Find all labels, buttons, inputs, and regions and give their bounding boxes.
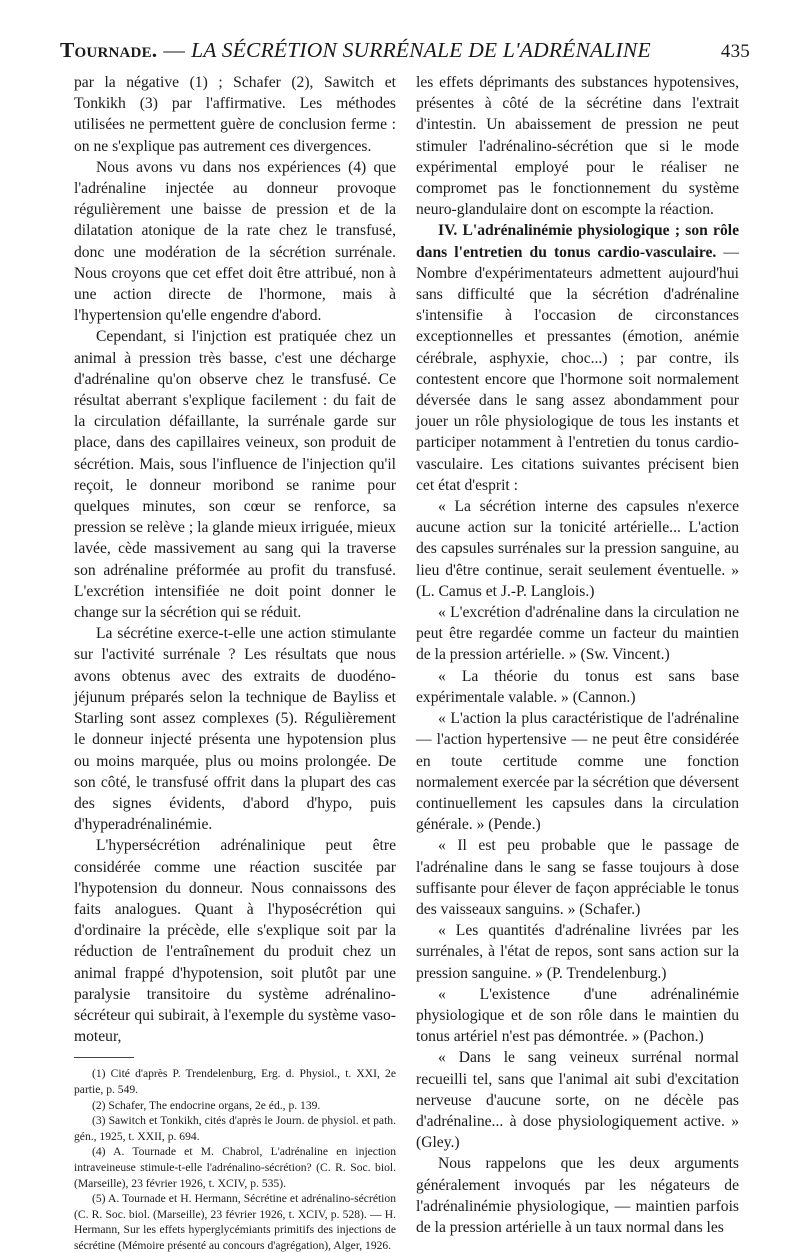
footnote: (4) A. Tournade et M. Chabrol, L'adrénaline en injection intraveineuse stimule-t-elle l'adrénalino-sécrétion? (C. R. Soc. biol. (Marseille), 23 février 1926, t. XCIV, p. 535). (74, 1145, 396, 1190)
section-body: — Nombre d'expérimentateurs admettent aujourd'hui sans difficulté que la sécrétion d'adrénaline s'intensifie à l'occasion de circonstances exceptionnelles et pressantes (émotion, anémie cérébrale, asphyxie, choc...) ; par contre, ils contestent encore que l'hormone soit normalement déversée dans le sang assez abondamment pour jouer un rôle physiologique de tous les instants et participer notamment à l'entretien du tonus cardio-vasculaire. Les citations suivantes précisent bien cet état d'esprit : (416, 243, 739, 494)
body-paragraph: les effets déprimants des substances hypotensives, présentes à côté de la sécrétine dans l'extrait d'intestin. Un abaissement de pression ne peut stimuler l'adrénalino-sécrétion que si le mode expérimental employé pour le réaliser ne compromet pas le fonctionnement du système neuro-glandulaire dont on escompte la réaction. (416, 74, 739, 219)
page-number: 435 (720, 41, 750, 62)
quote: « Les quantités d'adrénaline livrées par les surrénales, à l'état de repos, sont sans action sur la pression sanguine. » (P. Trendelenburg.) (416, 922, 739, 982)
quote: « L'excrétion d'adrénaline dans la circulation ne peut être regardée comme un facteur du maintien de la pression artérielle. » (Sw. Vincent.) (416, 604, 739, 664)
body-paragraph: L'hypersécrétion adrénalinique peut être considérée comme une réaction suscitée par l'hypotension du donneur. Nous connaissons des faits analogues. Quant à l'hyposécrétion qui d'ordinaire la précède, elle s'explique soit par la réduction de l'entraînement du produit chez un animal frappé d'hypotension, soit plutôt par une paralysie transitoire du système adrénalino-sécréteur qui subirait, à l'exemple du système vaso-moteur, (74, 837, 396, 1046)
footnote: (1) Cité d'après P. Trendelenburg, Erg. d. Physiol., t. XXI, 2e partie, p. 549. (74, 1067, 396, 1096)
body-paragraph: par la négative (1) ; Schafer (2), Sawitch et Tonkikh (3) par l'affirmative. Les méthodes utilisées ne permettent guère de conclusion ferme : on ne s'explique pas autrement ces divergences. (74, 74, 396, 155)
quote: « La théorie du tonus est sans base expérimentale valable. » (Cannon.) (416, 667, 739, 706)
header-title: LA SÉCRÉTION SURRÉNALE DE L'ADRÉNALINE (191, 38, 651, 62)
footnote: (3) Sawitch et Tonkikh, cités d'après le Journ. de physiol. et path. gén., 1925, t. XXII, p. 694. (74, 1114, 396, 1143)
body-paragraph: Cependant, si l'injction est pratiquée chez un animal à pression très basse, c'est une décharge d'adrénaline qu'on observe chez le transfusé. Ce résultat aberrant s'explique facilement : du fait de la circulation défaillante, la surrénale garde sur place, dans des capillaires veineux, son produit de sécrétion. Mais, sous l'influence de l'injection qu'il reçoit, le donneur moribond se ranime pour quelques minutes, son cœur se renforce, sa pression se relève ; la glande mieux irriguée, mieux lavée, cède massivement au sang qui la traverse son adrénaline préformée au profit du transfusé. L'excrétion intensifiée ne doit point donner le change sur la sécrétion qui se réduit. (74, 328, 396, 622)
quote: « Il est peu probable que le passage de l'adrénaline dans le sang se fasse toujours à dose suffisante pour élever de façon appréciable le tonus des vaisseaux sanguins. » (Schafer.) (416, 837, 739, 918)
quote: « L'existence d'une adrénalinémie physiologique et de son rôle dans le maintien du tonus artériel n'est pas démontrée. » (Pachon.) (416, 985, 739, 1046)
running-header (60, 38, 750, 63)
header-author: Tournade. (60, 38, 158, 62)
footnote: (5) A. Tournade et H. Hermann, Sécrétine et adrénalino-sécrétion (C. R. Soc. biol. (Marseille), 23 février 1926, t. XCIV, p. 528). — H. Hermann, Sur les effets hyperglycémiants primitifs des injections de sécrétine (Mémoire présenté au concours d'agrégation), Alger, 1926. (74, 1192, 396, 1252)
left-column (74, 72, 396, 1253)
body-paragraph: Nous rappelons que les deux arguments généralement invoqués par les négateurs de l'adrénalinémie physiologique, — maintien parfois de la pression artérielle à un taux normal dans les (416, 1155, 739, 1236)
section-paragraph (416, 220, 739, 496)
body-paragraph: Nous avons vu dans nos expériences (4) que l'adrénaline injectée au donneur provoque régulièrement une baisse de pression et de la dilatation atonique de la rate chez le transfusé, donc une modération de la sécrétion surrénale. Nous croyons que cet effet doit être attribué, non à une action directe de l'hormone, mais à l'hypertension qu'elle engendre d'abord. (74, 158, 396, 325)
right-column (416, 72, 739, 1238)
footnote-divider (74, 1057, 134, 1058)
header-dash: — (163, 38, 186, 62)
body-paragraph: La sécrétine exerce-t-elle une action stimulante sur l'activité surrénale ? Les résultats que nous avons obtenus avec des extraits de duodéno-jéjunum préparés selon la technique de Bayliss et Starling sont assez complexes (5). Régulièrement le donneur injecté présenta une hypotension plus ou moins marquée, plus ou moins prolongée. De son côté, le transfusé offrit dans la plupart des cas des signes évidents, d'abord d'hypo, puis d'hyperadrénalinémie. (74, 625, 396, 834)
quote: « La sécrétion interne des capsules n'exerce aucune action sur la tonicité artérielle... L'action des capsules surrénales sur la pression sanguine, au lieu d'être continue, serait seulement éventuelle. » (L. Camus et J.-P. Langlois.) (416, 498, 739, 600)
quote: « Dans le sang veineux surrénal normal recueilli tel, sans que l'animal ait subi d'excitation nerveuse d'aucune sorte, on ne décèle pas d'adrénaline... à dose physiologiquement active. » (Gley.) (416, 1049, 739, 1152)
section-title: IV. L'adrénalinémie physiologique ; son rôle dans l'entretien du tonus cardio-vasculaire. (416, 222, 739, 261)
footnotes (74, 1066, 396, 1253)
quote: « L'action la plus caractéristique de l'adrénaline — l'action hypertensive — ne peut être considérée en toute certitude comme une fonction normalement exercée par la sécrétion que déversent continuellement les capsules dans la circulation générale. » (Pende.) (416, 710, 739, 834)
footnote: (2) Schafer, The endocrine organs, 2e éd., p. 139. (92, 1098, 321, 1112)
